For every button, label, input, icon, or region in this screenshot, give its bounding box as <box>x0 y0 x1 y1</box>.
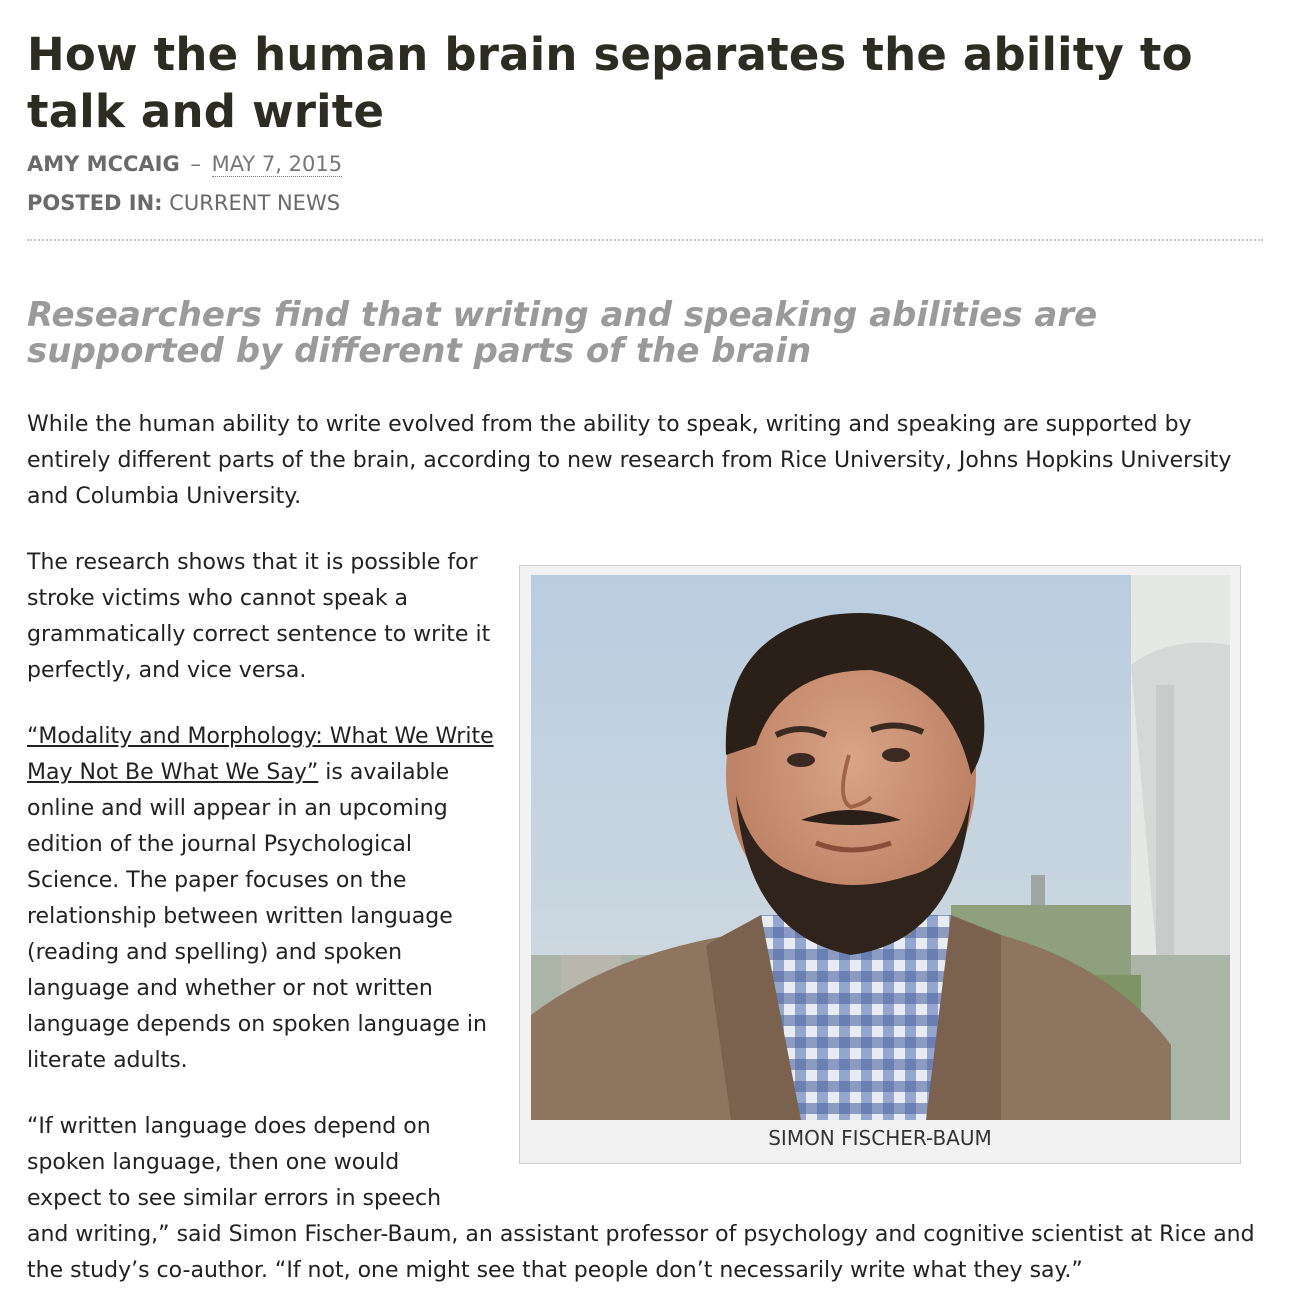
article-subtitle: Researchers find that writing and speaking abilities are supported by different parts of the brain <box>27 295 1098 371</box>
paragraph-4-start: “If written language does depend on spoken language, then one would expect to see similar errors in speech <box>27 1114 442 1211</box>
paragraph-3-text: is available online and will appear in an upcoming edition of the journal Psychological Science. The paper focuses on the relationship between written language (reading and spelling) and spoken language and whether or not written language depends on spoken language in literate adults. <box>27 760 487 1073</box>
paper-link[interactable]: “Modality and Morphology: What We Write May Not Be What We Say” <box>27 724 494 785</box>
article-title: How the human brain separates the ability to talk and write <box>27 28 1193 138</box>
category-link[interactable]: CURRENT NEWS <box>169 191 341 215</box>
posted-in-label: POSTED IN: <box>27 191 163 215</box>
header-divider <box>27 239 1263 241</box>
photo-figure <box>519 565 1241 1164</box>
photo-caption: SIMON FISCHER-BAUM <box>768 1126 992 1150</box>
byline-separator: – <box>190 152 201 176</box>
author-name[interactable]: AMY MCCAIG <box>27 152 180 176</box>
portrait-photo <box>531 575 1230 1120</box>
paragraph-3 <box>27 719 497 1079</box>
publish-date: MAY 7, 2015 <box>211 152 343 176</box>
byline <box>27 150 342 178</box>
posted-in <box>27 189 340 217</box>
paragraph-1: While the human ability to write evolved from the ability to speak, writing and speaking are supported by entirely different parts of the brain, according to new research from Rice University, Johns Hopkins University and Columbia University. <box>27 412 1232 509</box>
paragraph-2: The research shows that it is possible for stroke victims who cannot speak a grammatically correct sentence to write it perfectly, and vice versa. <box>27 550 491 683</box>
paragraph-4-end: and writing,” said Simon Fischer-Baum, an assistant professor of psychology and cognitive scientist at Rice and the study’s co-author. “If not, one might see that people don’t necessarily write what they say.” <box>27 1222 1255 1283</box>
